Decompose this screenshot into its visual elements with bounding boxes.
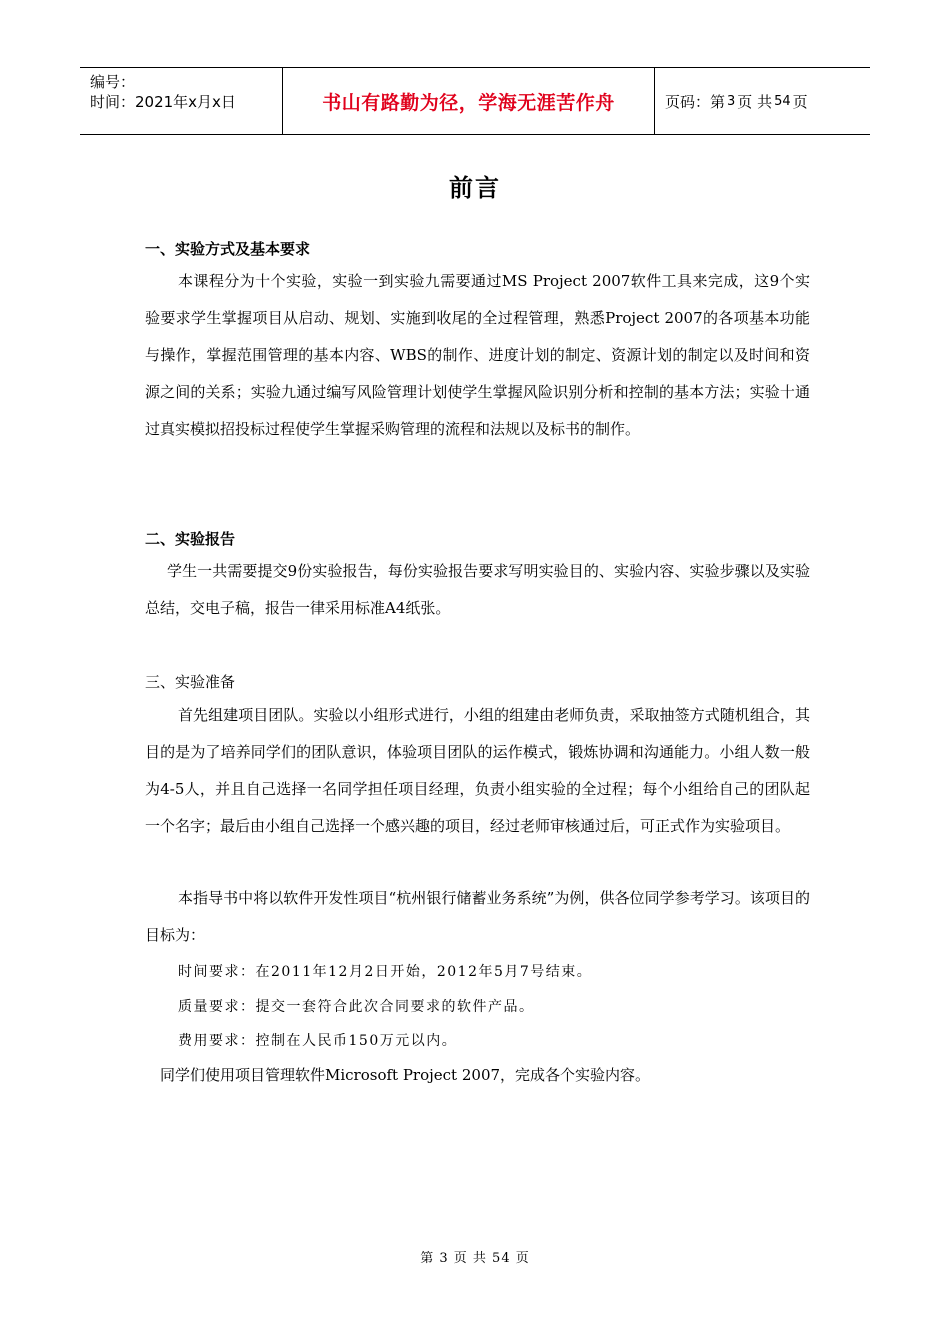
closing-line: 同学们使用项目管理软件Microsoft Project 2007，完成各个实验内容。 [160, 1066, 651, 1084]
goal-cost: 费用要求：控制在人民币150万元以内。 [178, 1033, 458, 1049]
goal-quality: 质量要求：提交一套符合此次合同要求的软件产品。 [178, 999, 535, 1015]
section-3-body-1: 首先组建项目团队。实验以小组形式进行，小组的组建由老师负责，采取抽签方式随机组合，其目的是为了培养同学们的团队意识，体验项目团队的运作模式，锻炼协调和沟通能力。小组人数一般为4-5人，并且自己选择一名同学担任项目经理，负责小组实验的全过程；每个小组给自己的团队起一个名字；最后由小组自己选择一个感兴趣的项目，经过老师审核通过后，可正式作为实验项目。 [145, 706, 810, 835]
section-1-body: 本课程分为十个实验，实验一到实验九需要通过MS Project 2007软件工具来完成，这9个实验要求学生掌握项目从启动、规划、实施到收尾的全过程管理，熟悉Project 2007的各项基本功能与操作，掌握范围管理的基本内容、WBS的制作、进度计划的制定、资源计划的制定以及时间和资源之间的关系；实验九通过编写风险管理计划使学生掌握风险识别分析和控制的基本方法；实验十通过真实模拟招投标过程使学生掌握采购管理的流程和法规以及标书的制作。 [145, 272, 810, 438]
motto-text: 书山有路勤为径，学海无涯苦作舟 [322, 91, 615, 114]
page-mid: 页 共 [737, 92, 773, 111]
section-3-heading: 三、实验准备 [145, 673, 236, 691]
header-left-cell [80, 68, 282, 134]
page-info-cell [655, 68, 870, 134]
page-footer: 第 3 页 共 54 页 [420, 1251, 530, 1266]
section-2-body: 学生一共需要提交9份实验报告，每份实验报告要求写明实验目的、实验内容、实验步骤以及实验总结，交电子稿，报告一律采用标准A4纸张。 [145, 562, 810, 617]
section-2-heading: 二、实验报告 [145, 530, 236, 548]
motto-cell [282, 68, 655, 134]
time-label: 时间：2021年x月x日 [90, 93, 236, 111]
page-total: 54 [774, 93, 791, 109]
page-current: 3 [727, 93, 736, 109]
goal-time: 时间要求：在2011年12月2日开始，2012年5月7号结束。 [178, 964, 593, 980]
page-suffix: 页 [792, 92, 808, 111]
serial-label: 编号： [90, 73, 136, 91]
header-table [80, 67, 870, 135]
section-3-body-2: 本指导书中将以软件开发性项目“杭州银行储蓄业务系统”为例，供各位同学参考学习。该项目的目标为： [145, 889, 810, 944]
page-prefix: 页码：第 [665, 92, 726, 111]
section-1-heading: 一、实验方式及基本要求 [145, 240, 311, 258]
page-title: 前言 [449, 174, 501, 202]
